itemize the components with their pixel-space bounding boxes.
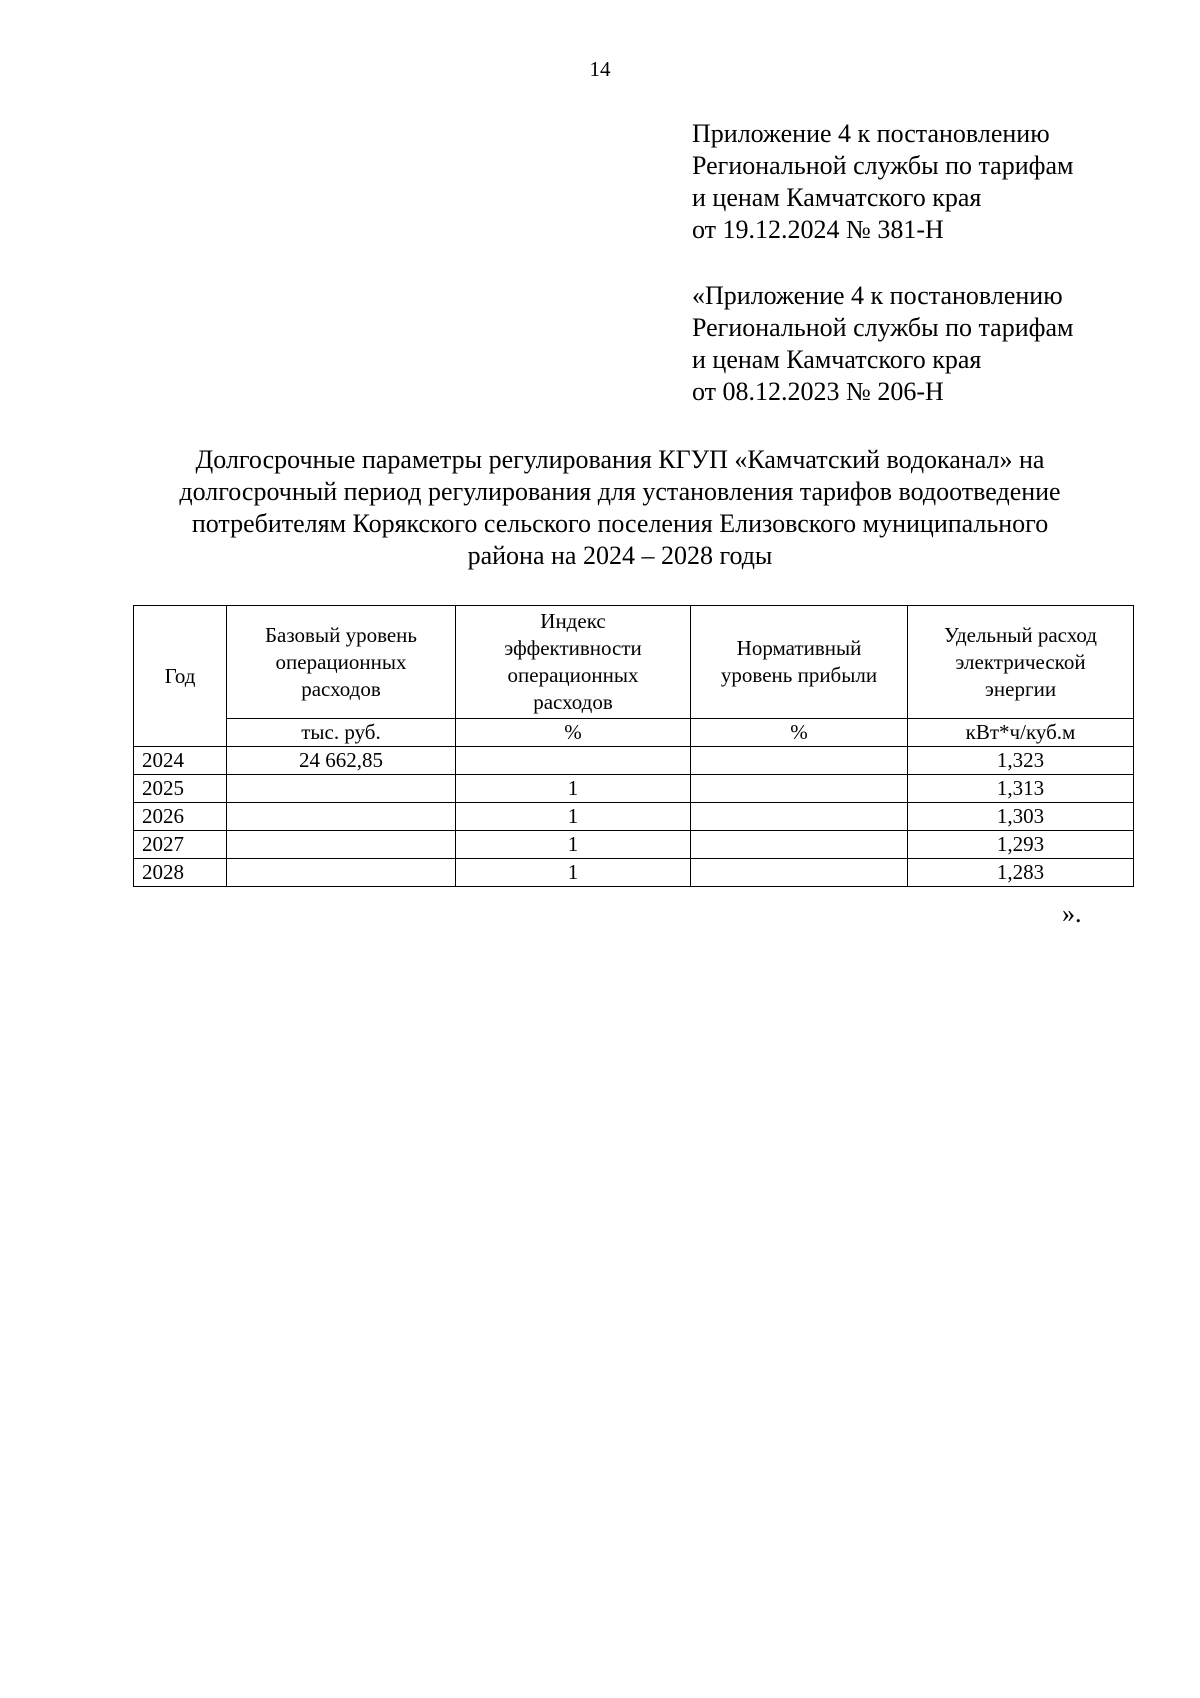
title-line: района на 2024 – 2028 годы <box>467 541 773 570</box>
cell-year: 2028 <box>134 859 227 887</box>
table-row <box>134 859 1134 887</box>
appendix-current-line: Региональной службы по тарифам <box>692 151 1074 180</box>
unit-profit-level: % <box>691 719 908 747</box>
appendix-original-line: Региональной службы по тарифам <box>692 313 1074 342</box>
cell-base-opex <box>227 859 456 887</box>
title-line: долгосрочный период регулирования для установления тарифов водоотведение <box>179 477 1061 506</box>
table-row <box>134 775 1134 803</box>
cell-profit-level <box>691 831 908 859</box>
cell-base-opex: 24 662,85 <box>227 747 456 775</box>
cell-energy-consumption: 1,323 <box>908 747 1134 775</box>
closing-quote-mark: ». <box>1062 899 1082 928</box>
cell-efficiency-index <box>456 747 691 775</box>
cell-efficiency-index: 1 <box>456 803 691 831</box>
appendix-header-current <box>692 118 1152 246</box>
cell-base-opex <box>227 803 456 831</box>
unit-base-opex: тыс. руб. <box>227 719 456 747</box>
header-base-opex: Базовый уровень операционных расходов <box>227 606 456 719</box>
header-efficiency-index: Индекс эффективности операционных расходов <box>456 606 691 719</box>
cell-energy-consumption: 1,303 <box>908 803 1134 831</box>
cell-year: 2027 <box>134 831 227 859</box>
table-row <box>134 831 1134 859</box>
appendix-current-line: Приложение 4 к постановлению <box>692 119 1050 148</box>
cell-energy-consumption: 1,313 <box>908 775 1134 803</box>
cell-profit-level <box>691 803 908 831</box>
unit-efficiency-index: % <box>456 719 691 747</box>
cell-year: 2026 <box>134 803 227 831</box>
table-row <box>134 803 1134 831</box>
appendix-current-line: и ценам Камчатского края <box>692 183 982 212</box>
appendix-original-line: от 08.12.2023 № 206-Н <box>692 377 944 406</box>
appendix-original-line: и ценам Камчатского края <box>692 345 982 374</box>
unit-energy-consumption: кВт*ч/куб.м <box>908 719 1134 747</box>
cell-energy-consumption: 1,283 <box>908 859 1134 887</box>
cell-base-opex <box>227 831 456 859</box>
document-title <box>120 444 1120 572</box>
table-units-row <box>134 719 1134 747</box>
cell-base-opex <box>227 775 456 803</box>
appendix-header-original <box>692 280 1152 408</box>
cell-year: 2025 <box>134 775 227 803</box>
cell-profit-level <box>691 747 908 775</box>
cell-efficiency-index: 1 <box>456 831 691 859</box>
table-header-row <box>134 606 1134 719</box>
table-row <box>134 747 1134 775</box>
cell-efficiency-index: 1 <box>456 859 691 887</box>
page-number: 14 <box>589 57 611 81</box>
parameters-table <box>133 605 1134 887</box>
cell-year: 2024 <box>134 747 227 775</box>
header-profit-level: Нормативный уровень прибыли <box>691 606 908 719</box>
cell-energy-consumption: 1,293 <box>908 831 1134 859</box>
header-year: Год <box>134 606 227 747</box>
cell-profit-level <box>691 775 908 803</box>
title-line: потребителям Корякского сельского поселения Елизовского муниципального <box>191 509 1049 538</box>
cell-efficiency-index: 1 <box>456 775 691 803</box>
appendix-current-line: от 19.12.2024 № 381-Н <box>692 215 944 244</box>
header-energy-consumption: Удельный расход электрической энергии <box>908 606 1134 719</box>
title-line: Долгосрочные параметры регулирования КГУП «Камчатский водоканал» на <box>195 445 1045 474</box>
appendix-original-line: «Приложение 4 к постановлению <box>692 281 1063 310</box>
cell-profit-level <box>691 859 908 887</box>
